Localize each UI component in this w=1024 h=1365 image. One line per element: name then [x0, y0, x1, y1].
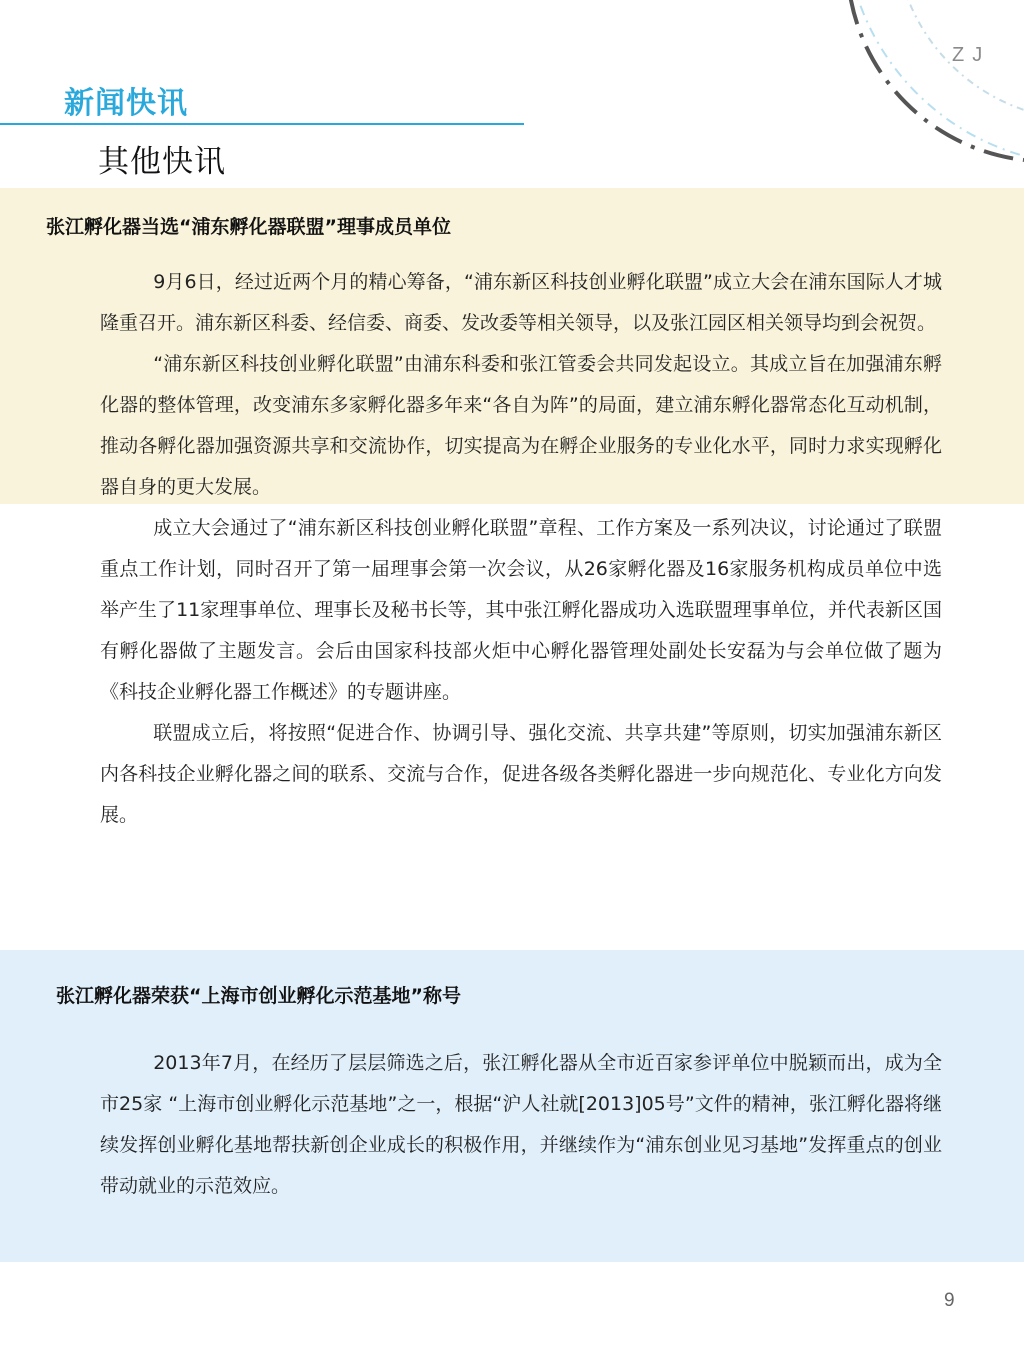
- article-1-title: 张江孵化器当选“浦东孵化器联盟”理事成员单位: [46, 216, 451, 238]
- title-divider: [0, 123, 524, 125]
- page-number: 9: [944, 1290, 955, 1311]
- article-2-title: 张江孵化器荣获“上海市创业孵化示范基地”称号: [56, 985, 461, 1007]
- brand-mark: ZJ: [952, 44, 991, 66]
- article-1-body: [100, 262, 942, 836]
- article-2-body: [100, 1043, 942, 1207]
- section-title: 新闻快讯: [64, 86, 188, 121]
- article-1-paragraph: 成立大会通过了“浦东新区科技创业孵化联盟”章程、工作方案及一系列决议，讨论通过了联盟重点工作计划，同时召开了第一届理事会第一次会议，从26家孵化器及16家服务机构成员单位中选举产生了11家理事单位、理事长及秘书长等，其中张江孵化器成功入选联盟理事单位，并代表新区国有孵化器做了主题发言。会后由国家科技部火炬中心孵化器管理处副处长安磊为与会单位做了题为《科技企业孵化器工作概述》的专题讲座。: [100, 517, 942, 703]
- article-2-paragraph: 2013年7月，在经历了层层筛选之后，张江孵化器从全市近百家参评单位中脱颖而出，成为全市25家 “上海市创业孵化示范基地”之一，根据“沪人社就[2013]05号”文件的精神，张江孵化器将继续发挥创业孵化基地帮扶新创企业成长的积极作用，并继续作为“浦东创业见习基地”发挥重点的创业带动就业的示范效应。: [100, 1052, 942, 1197]
- article-1-paragraph: 联盟成立后，将按照“促进合作、协调引导、强化交流、共享共建”等原则，切实加强浦东新区内各科技企业孵化器之间的联系、交流与合作，促进各级各类孵化器进一步向规范化、专业化方向发展。: [100, 722, 942, 826]
- article-1-paragraph: “浦东新区科技创业孵化联盟”由浦东科委和张江管委会共同发起设立。其成立旨在加强浦东孵化器的整体管理，改变浦东多家孵化器多年来“各自为阵”的局面，建立浦东孵化器常态化互动机制，推动各孵化器加强资源共享和交流协作，切实提高为在孵企业服务的专业化水平，同时力求实现孵化器自身的更大发展。: [100, 353, 942, 498]
- article-1-paragraph: 9月6日，经过近两个月的精心筹备，“浦东新区科技创业孵化联盟”成立大会在浦东国际人才城隆重召开。浦东新区科委、经信委、商委、发改委等相关领导，以及张江园区相关领导均到会祝贺。: [100, 271, 942, 334]
- sub-section-title: 其他快讯: [98, 144, 226, 180]
